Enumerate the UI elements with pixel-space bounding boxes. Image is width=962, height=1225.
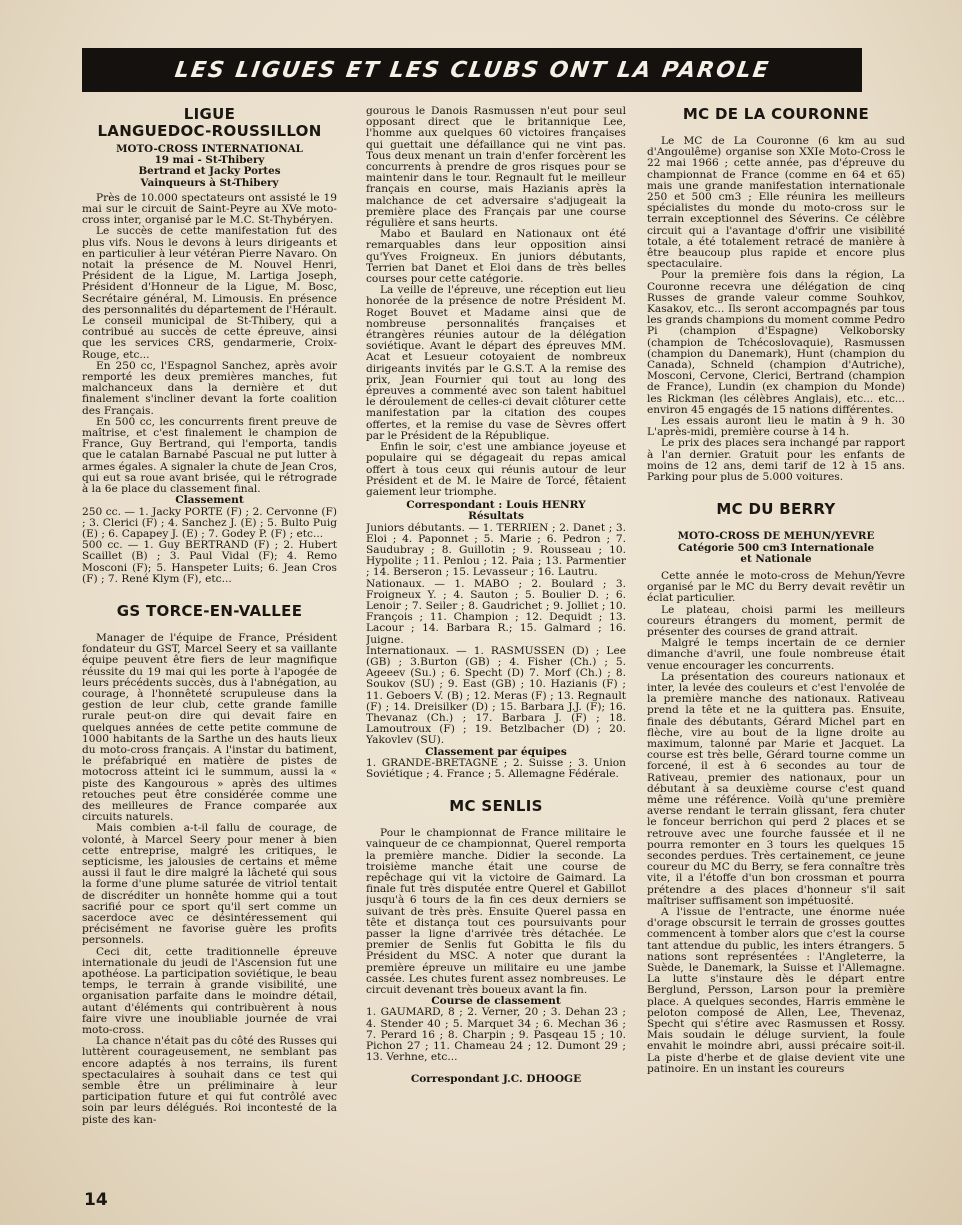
page-number: 14 [84, 1190, 108, 1210]
gs-resultats-heading: Résultats [468, 510, 524, 523]
gs-continued-paragraph-2: Mabo et Baulard en Nationaux ont été remarquables dans leur opposition ainsi qu'Yves Froigneux. En juniors débutants, Terrien bat Danet et Eloi dans de très belles courses pour cette catégorie. [366, 228, 626, 286]
senlis-course-heading: Course de classement [431, 995, 561, 1008]
senlis-paragraph-1: Pour le championnat de France militaire le vainqueur de ce championnat, Querel remporta la première manche. Didier la seconde. La troisième manche était une course de repêchage qui vit la victoire de Gaimard. La finale fut très disputée entre Querel et Gabillot jusqu'à 6 tours de la fin ces deux derniers se suivant de très près. Ensuite Querel passa en tête et distança tout ces poursuivants pour passer la ligne d'arrivée très détachée. Le premier de Senlis fut Gobitta le fils du Président du MSC. A noter que durant la première épreuve un militaire eu une jambe cassée. Les chutes furent assez nombreuses. Le circuit devenant très boueux avant la fin. [366, 827, 626, 997]
berry-title: MC DU BERRY [716, 500, 836, 519]
gs-paragraph-2: Mais combien a-t-il fallu de courage, de volonté, à Marcel Seery pour mener à bien cette entreprise, malgré les critiques, le septicisme, les jalousies de certains et même aussi il faut le dire malgré la lâcheté qui sous la forme d'une plume saturée de vitriol tentait de discréditer un honnête homme qui a tout sacrifié pour ce sport qu'il sert comme un sacerdoce avec ce désintéressement qui précisément ne favorise guère les profits personnels. [82, 822, 337, 947]
gs-results-nationaux: Nationaux. — 1. MABO ; 2. Boulard ; 3. Froigneux Y. ; 4. Sauton ; 5. Boulier D. ; 6. Lenoir ; 7. Seiler ; 8. Gaudrichet ; 9. Jolliet ; 10. François ; 11. Champion ; 12. Dequidt ; 13. Lacour ; 14. Barbara R.; 15. Galmard ; 16. Juigne. [366, 577, 626, 646]
ligue-subtitle-1: MOTO-CROSS INTERNATIONAL [116, 143, 303, 155]
ligue-paragraph-4: En 500 cc, les concurrents firent preuve de maîtrise, et c'est finalement le champion de France, Guy Bertrand, qui l'emporta, tandis que le catalan Barnabé Pascual ne put lutter à armes égales. A signaler la chute de Jean Cros, qui eut sa roue avant brisée, qui le rétrograde à la 6e place du classement final. [82, 415, 337, 496]
ligue-paragraph-1: Près de 10.000 spectateurs ont assisté le 19 mai sur le circuit de Saint-Peyre au XVe moto-cross inter, organisé par le M.C. St-Thybéryen. [82, 191, 337, 227]
senlis-correspondant: Correspondant J.C. DHOOGE [410, 1073, 582, 1086]
ligue-subtitle-3: Bertrand et Jacky Portes [138, 165, 281, 178]
gs-paragraph-3: Ceci dit, cette traditionnelle épreuve internationale du jeudi de l'Ascension fut une apothéose. La participation soviétique, le beau temps, le terrain à grande visibilité, une organisation parfaite dans le moindre détail, autant d'éléments qui contribuèrent à nous faire vivre une inoubliable journée de vrai moto-cross. [82, 945, 337, 1037]
ligue-title: LIGUE LANGUEDOC-ROUSSILLON [97, 106, 322, 140]
ligue-results-250: 250 cc. — 1. Jacky PORTE (F) ; 2. Cervonne (F) ; 3. Clerici (F) ; 4. Sanchez J. (E) ; 5. Bulto Puig (E) ; 6. Capapey J. (E) ; 7. Godey P. (F) ; etc... [82, 505, 337, 540]
berry-subtitle-2: Catégorie 500 cm3 Internationale [677, 541, 875, 554]
berry-subtitle-1: MOTO-CROSS DE MEHUN/YEVRE [677, 530, 875, 543]
gs-results-internationaux: Internationaux. — 1. RASMUSSEN (D) ; Lee (GB) ; 3.Burton (GB) ; 4. Fisher (Ch.) ; 5. Ageeev (Su.) ; 6. Specht (D) 7. Morf (Ch.) ; 8. Soukov (SU) ; 9. East (GB) ; 10. Hazianis (F) ; 11. Geboers V. (B) ; 12. Meras (F) ; 13. Regnault (F) ; 14. Dreisilker (D) ; 15. Barbara J.J. (F); 16. Thevanaz (Ch.) ; 17. Barbara J. (F) ; 18. Lamoutroux (F) ; 19. Betzlbacher (D) ; 20. Yakovlev (SU). [366, 644, 626, 747]
couronne-paragraph-2: Pour la première fois dans la région, La Couronne recevra une délégation de cinq Russes de grande valeur comme Souhkov, Kasakov, etc... Ils seront accompagnés par tous les grands champions du moment comme Pedro Pi (champion d'Espagne) Velkoborsky (champion de Tchécoslovaquie), Rasmussen (champion du Danemark), Hunt (champion du Canada), Schneld (champion d'Autriche), Mosconi, Cervone, Clerici, Bertrand (champion de France), Lundin (ex champion du Monde) les Rickman (les célèbres Anglais), etc... etc... environ 45 engagés de 15 nations différentes. [647, 269, 905, 416]
berry-paragraph-2: Le plateau, choisi parmi les meilleurs coureurs étrangers du moment, permit de présenter des courses de grand attrait. [647, 603, 905, 638]
ligue-subtitle-4: Vainqueurs à St-Thibery [140, 176, 279, 189]
senlis-results: 1. GAUMARD, 8 ; 2. Verner, 20 ; 3. Dehan 23 ; 4. Stender 40 ; 5. Marquet 34 ; 6. Mechan 36 ; 7. Perard 16 ; 8. Charpin ; 9. Pasqeau 15 ; 10. Pichon 27 ; 11. Chameau 24 ; 12. Dumont 29 ; 13. Verhne, etc... [366, 1006, 626, 1064]
section-banner [82, 48, 862, 92]
gs-results-equipes: 1. GRANDE-BRETAGNE ; 2. Suisse ; 3. Union Soviétique ; 4. France ; 5. Allemagne Fédérale. [366, 756, 626, 780]
berry-paragraph-4: La présentation des coureurs nationaux et inter, la levée des couleurs et c'est l'envolée de la première manche des nationaux. Rativeau prend la tête et ne la quittera pas. Ensuite, finale des débutants, Gérard Michel part en flèche, vire au bout de la ligne droite au maximum, talonné par Marie et Jacquet. La course est très belle, Gérard tourne comme un forcené, il est à 6 secondes au tour de Rativeau, premier des nationaux, pour un débutant à sa deuxième course c'est quand même une référence. Voilà qu'une première averse rendant le terrain glissant, fera chuter le fonceur berrichon qui perd 2 places et se retrouve avec une fourche faussée et il ne pourra remonter en 3 tours les quelques 15 secondes perdues. Très certainement, ce jeune coureur du MC du Berry, se fera connaître très vite, il a l'étoffe d'un bon crossman et pourra prétendre a des places d'honneur s'il sait maîtriser suffisament son impétuosité. [647, 670, 905, 907]
couronne-paragraph-4: Le prix des places sera inchangé par rapport à l'an dernier. Gratuit pour les enfants de moins de 12 ans, demi tarif de 12 à 15 ans. Parking pour plus de 5.000 voitures. [647, 437, 905, 484]
gs-results-juniors: Juniors débutants. — 1. TERRIEN ; 2. Danet ; 3. Eloi ; 4. Paponnet ; 5. Marie ; 6. Pedron ; 7. Saudubray ; 8. Guillotin ; 9. Rousseau ; 10. Hypolite ; 11. Penlou ; 12. Paia ; 13. Parmentier ; 14. Berseron ; 15. Levasseur ; 16. Lautru. [366, 521, 626, 579]
couronne-paragraph-3: Les essais auront lieu le matin à 9 h. 30 L'après-midi, première course à 14 h. [647, 415, 905, 439]
column-right [647, 106, 905, 1156]
ligue-subtitle-2: 19 mai - St-Thibery [154, 154, 265, 167]
gs-continued-paragraph-3: La veille de l'épreuve, une réception eut lieu honorée de la présence de notre Président M. Roget Bouvet et Madame ainsi que de nombreuse personnalités françaises et étrangères réunies autour de la délégation soviétique. Avant le départ des épreuves MM. Acat et Lesueur cotoyaient de nombreux dirigeants invités par le G.S.T. A la remise des prix, Jean Fournier qui tout au long des épreuves a commenté avec son talent habituel le déroulement de celles-ci devait clôturer cette manifestation par la citation des coupes offertes, et la remise du vase de Sèvres offert par le Président de la République. [366, 284, 626, 442]
ligue-paragraph-3: En 250 cc, l'Espagnol Sanchez, après avoir remporté les deux premières manches, fut malchanceux dans la dernière et dut finalement s'incliner devant la forte coalition des Français. [82, 359, 337, 417]
gs-paragraph-4: La chance n'était pas du côté des Russes qui luttèrent courageusement, ne semblant pas encore adaptés à nos terrains, ils furent spectaculaires à souhait dans ce test qui semble être un préliminaire à leur participation future et qui fut contrôlé avec soin par leurs délégués. Roi incontesté de la piste des kan- [82, 1035, 337, 1126]
berry-paragraph-1: Cette année le moto-cross de Mehun/Yevre organisé par le MC du Berry devait revêtir un éclat particulier. [647, 569, 905, 605]
berry-subtitle-3: et Nationale [740, 552, 812, 565]
ligue-results-500: 500 cc. — 1. Guy BERTRAND (F) ; 2. Hubert Scaillet (B) ; 3. Paul Vidal (F); 4. Remo Mosconi (F); 5. Hanspeter Luits; 6. Jean Cros (F) ; 7. René Klym (F), etc... [82, 539, 337, 585]
gs-continued-paragraph-1: gourous le Danois Rasmussen n'eut pour seul opposant direct que le britannique Lee, l'homme aux quelques 60 victoires françaises qui guettait une défaillance qui ne vint pas. Tous deux menant un train d'enfer forcèrent les concurrents à prendre de gros risques pour se maintenir dans le tour. Regnault fut le meilleur français en course, mais Hazianis après la malchance de cet adversaire s'adjugeait la première place des Français par une course régulière et sans heurts. [366, 106, 626, 230]
gs-correspondant: Correspondant : Louis HENRY [406, 499, 586, 512]
gs-continued-paragraph-4: Enfin le soir, c'est une ambiance joyeuse et populaire qui se dégageait du repas amical offert à tous ceux qui réunis autour de leur Président et de M. le Maire de Torcé, fêtaient gaiement leur triomphe. [366, 441, 626, 498]
couronne-title: MC DE LA COURONNE [682, 106, 870, 123]
gs-paragraph-1: Manager de l'équipe de France, Président fondateur du GST, Marcel Seery et sa vaillante équipe peuvent être fiers de leur magnifique réussite du 19 mai qui les porte à l'apogée de leurs précédents succès, dus à l'abnégation, au courage, à l'honnêteté scrupuleuse dans la gestion de leur club, cette grande famille rurale peut-on dire qui devait faire en quelques années de cette petite commune de 1000 habitants de la Sarthe un des hauts lieux du moto-cross français. A l'instar du batiment, le préfabriqué en matière de pistes de motocross atteint ici le summum, aussi la « piste des Kangourous » après des ultimes retouches peut être considérée comme une des meilleures de France comparée aux circuits naturels. [82, 631, 337, 824]
gs-torce-title: GS TORCE-EN-VALLEE [116, 601, 303, 620]
ligue-classement-heading: Classement [175, 494, 244, 507]
banner-title: LES LIGUES ET LES CLUBS ONT LA PAROLE [172, 57, 772, 83]
column-left [82, 106, 337, 1146]
berry-paragraph-5: A l'issue de l'entracte, une énorme nuée d'orage obscursit le terrain de grosses gouttes commencent à tomber alors que c'est la course tant attendue du public, les inters étrangers. 5 nations sont représentées : l'Angleterre, la Suède, le Danemark, la Suisse et l'Allemagne. La lutte s'instaure dès le départ entre Berglund, Persson, Larson pour la première place. A quelques secondes, Harris emmène le peloton composé de Allen, Lee, Thevenaz, Specht qui s'étire avec Rasmussen et Rossy. Mais soudain le déluge survient, la foule envahit le moindre abri, aussi précaire soit-il. La piste d'herbe et de glaise devient vite une patinoire. En un instant les coureurs [647, 906, 905, 1075]
column-middle [366, 106, 626, 1156]
ligue-paragraph-2: Le succès de cette manifestation fut des plus vifs. Nous le devons à leurs dirigeants et en particulier à leur vétéran Pierre Navaro. On notait la présence de M. Nouvel Henri, Président de la Ligue, M. Lartiga Joseph, Président d'Honneur de la Ligue, M. Bosc, Secrétaire général, M. Limousis. En présence des personnalités du département de l'Hérault. Le conseil municipal de St-Thibery, qui a contribué au succès de cette épreuve, ainsi que les services CRS, gendarmerie, Croix-Rouge, etc... [82, 225, 337, 361]
gs-equipes-heading: Classement par équipes [425, 745, 567, 758]
senlis-title: MC SENLIS [449, 797, 543, 816]
couronne-paragraph-1: Le MC de La Couronne (6 km au sud d'Angoulême) organise son XXIe Moto-Cross le 22 mai 1966 ; cette année, pas d'épreuve du championnat de France (comme en 64 et 65) mais une grande manifestation internationale 250 et 500 cm3 ; Elle réunira les meilleurs spécialistes du monde du moto-cross sur le terrain exceptionnel des Séverins. Ce célèbre circuit qui a l'avantage d'offrir une visibilité totale, a été totalement retracé de manière à être beaucoup plus rapide et encore plus spectaculaire. [647, 135, 905, 271]
berry-paragraph-3: Malgré le temps incertain de ce dernier dimanche d'avril, une foule nombreuse était venue encourager les concurrents. [647, 637, 905, 672]
